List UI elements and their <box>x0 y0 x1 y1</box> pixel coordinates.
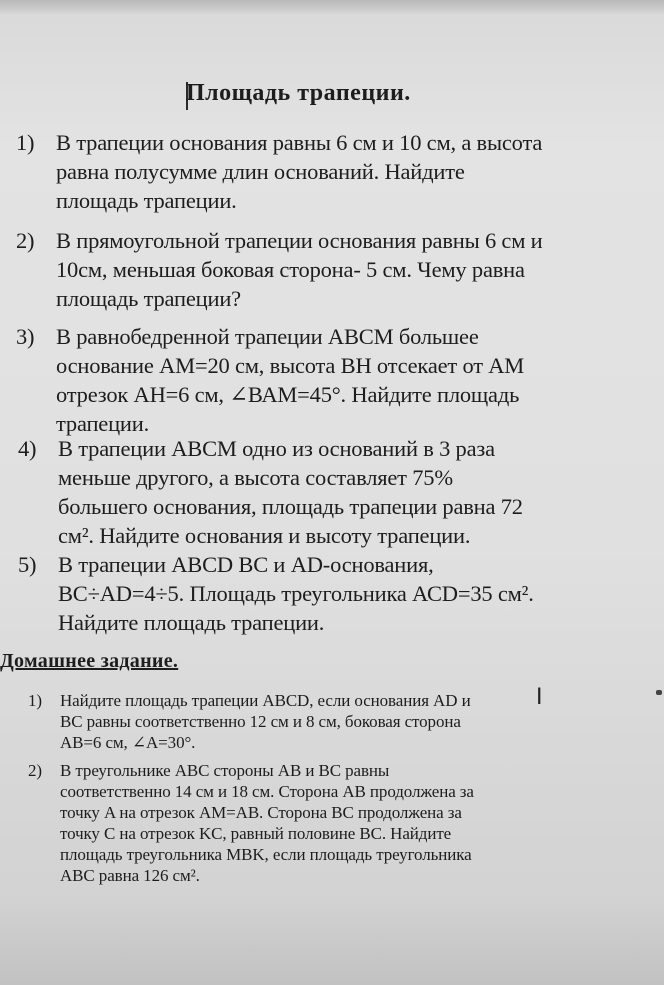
homework-item-2-line-1: В треугольнике ABC стороны AB и BC равны <box>60 761 390 780</box>
task-1-number: 1) <box>16 130 35 155</box>
homework-item-2-line-2: соответственно 14 см и 18 см. Сторона AB продолжена за <box>60 782 474 801</box>
task-3 <box>16 322 525 438</box>
homework-item-2-line-5: площадь треугольника MBK, если площадь треугольника <box>60 845 472 864</box>
bottom-shadow <box>0 900 664 985</box>
task-2-line-3: площадь трапеции? <box>56 286 241 311</box>
task-3-line-2: основание АМ=20 см, высота ВН отсекает от АМ <box>56 353 525 378</box>
task-5 <box>18 550 534 637</box>
task-3-line-3: отрезок АН=6 см, ∠ВАМ=45°. Найдите площадь <box>56 382 520 407</box>
task-3-line-4: трапеции. <box>56 411 150 436</box>
homework-item-2-line-4: точку C на отрезок KC, равный половине BC. Найдите <box>60 824 452 843</box>
homework-item-2-line-3: точку A на отрезок AM=AB. Сторона BC продолжена за <box>60 803 462 822</box>
homework-item-2-number: 2) <box>28 761 42 780</box>
homework-heading: Домашнее задание. <box>0 650 179 672</box>
task-1-line-3: площадь трапеции. <box>56 188 237 213</box>
task-2-line-1: В прямоугольной трапеции основания равны 6 см и <box>56 228 543 253</box>
homework-item-2 <box>28 760 474 886</box>
top-shadow-bar <box>0 0 664 14</box>
homework-item-1-line-1: Найдите площадь трапеции ABCD, если основания AD и <box>60 691 471 710</box>
task-3-number: 3) <box>16 324 35 349</box>
homework-item-1-number: 1) <box>28 691 42 710</box>
task-4-line-2: меньше другого, а высота составляет 75% <box>58 465 453 490</box>
task-4-line-4: см². Найдите основания и высоту трапеции. <box>58 523 471 548</box>
task-4 <box>18 434 523 550</box>
page-title: Площадь трапеции. <box>186 80 411 106</box>
text-cursor-icon: I <box>536 685 543 710</box>
homework-item-1 <box>28 690 471 753</box>
task-4-line-3: большего основания, площадь трапеции равна 72 <box>58 494 523 519</box>
task-3-line-1: В равнобедренной трапеции АВСМ большее <box>56 324 479 349</box>
homework-item-1-line-3: AB=6 см, ∠A=30°. <box>60 733 196 752</box>
task-1-line-2: равна полусумме длин оснований. Найдите <box>56 159 465 184</box>
task-4-number: 4) <box>18 436 37 461</box>
homework-item-2-line-6: ABC равна 126 см². <box>60 866 200 885</box>
task-5-line-1: В трапеции АВСD ВС и АD-основания, <box>58 552 434 577</box>
task-1-line-1: В трапеции основания равны 6 см и 10 см, а высота <box>56 130 543 155</box>
task-2 <box>16 226 543 313</box>
task-2-number: 2) <box>16 228 35 253</box>
task-1 <box>16 128 543 215</box>
homework-item-1-line-2: BC равны соответственно 12 см и 8 см, боковая сторона <box>60 712 461 731</box>
task-5-line-3: Найдите площадь трапеции. <box>58 610 325 635</box>
task-2-line-2: 10см, меньшая боковая сторона- 5 см. Чему равна <box>56 257 525 282</box>
task-5-line-2: ВС÷АD=4÷5. Площадь треугольника АСD=35 см². <box>58 581 534 606</box>
edge-mark <box>656 690 662 695</box>
task-5-number: 5) <box>18 552 37 577</box>
task-4-line-1: В трапеции АВСМ одно из оснований в 3 раза <box>58 436 495 461</box>
